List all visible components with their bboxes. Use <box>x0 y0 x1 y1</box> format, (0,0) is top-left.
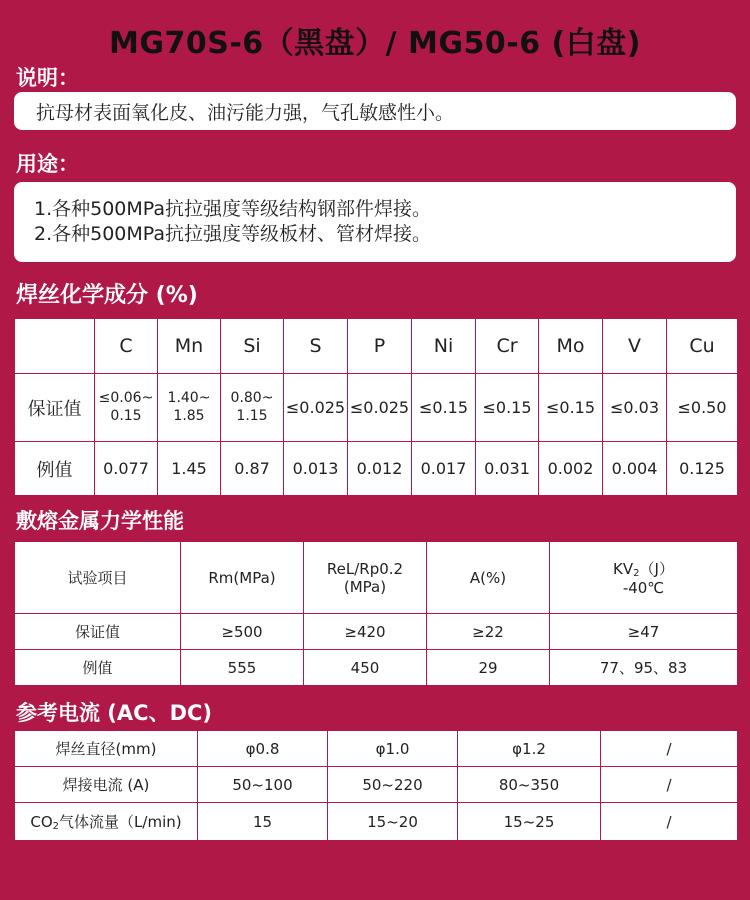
description-heading: 说明： <box>16 66 79 90</box>
mech-row-label: 保证值 <box>15 614 181 650</box>
chem-header-s: S <box>284 319 348 374</box>
ref-row-current <box>15 767 738 803</box>
mech-header-rel: ReL/Rp0.2 (MPa) <box>304 542 427 614</box>
chem-cell: 0.012 <box>348 442 412 496</box>
chem-cell: ≤0.15 <box>476 374 539 442</box>
usage-line-1: 1.各种500MPa抗拉强度等级结构钢部件焊接。 <box>34 198 432 220</box>
chem-header-v: V <box>603 319 667 374</box>
mech-header-kv: KV2（J） -40℃ <box>550 542 738 614</box>
chem-cell: 0.017 <box>412 442 476 496</box>
chem-row-label: 例值 <box>15 442 95 496</box>
mech-cell: 29 <box>427 650 550 686</box>
ref-cell: 50~220 <box>328 767 458 803</box>
ref-cell: 15 <box>198 803 328 841</box>
chem-cell: ≤0.025 <box>348 374 412 442</box>
ref-row-label: CO2气体流量（L/min) <box>15 803 198 841</box>
mech-cell: ≥47 <box>550 614 738 650</box>
chem-header-mo: Mo <box>539 319 603 374</box>
ref-row-diameter <box>15 731 738 767</box>
chemistry-table <box>14 318 738 496</box>
mech-cell: ≥420 <box>304 614 427 650</box>
chem-cell: ≤0.50 <box>667 374 738 442</box>
ref-cell: φ0.8 <box>198 731 328 767</box>
chemistry-header-row <box>15 319 738 374</box>
mech-cell: ≥500 <box>181 614 304 650</box>
chem-cell: ≤0.025 <box>284 374 348 442</box>
chem-cell: 0.80~ 1.15 <box>221 374 284 442</box>
ref-cell: 15~20 <box>328 803 458 841</box>
chem-header-p: P <box>348 319 412 374</box>
chem-cell: 0.125 <box>667 442 738 496</box>
ref-cell: φ1.2 <box>458 731 601 767</box>
mechanical-heading: 敷熔金属力学性能 <box>16 509 184 533</box>
chem-header-mn: Mn <box>158 319 221 374</box>
chem-row-typical <box>15 442 738 496</box>
mech-header-a: A(%) <box>427 542 550 614</box>
chem-header-ni: Ni <box>412 319 476 374</box>
mech-row-typical <box>15 650 738 686</box>
chem-cell: 0.87 <box>221 442 284 496</box>
chem-cell: 0.004 <box>603 442 667 496</box>
chem-header-si: Si <box>221 319 284 374</box>
description-box <box>14 92 736 130</box>
ref-cell: 15~25 <box>458 803 601 841</box>
mech-header-item: 试验项目 <box>15 542 181 614</box>
usage-box <box>14 182 736 262</box>
chem-cell: ≤0.15 <box>412 374 476 442</box>
page-title: MG70S-6（黑盘）/ MG50-6 (白盘) <box>109 26 641 61</box>
mech-row-guaranteed <box>15 614 738 650</box>
usage-heading: 用途： <box>16 152 79 176</box>
mechanical-table <box>14 541 738 686</box>
ref-cell: φ1.0 <box>328 731 458 767</box>
mech-header-rm: Rm(MPa) <box>181 542 304 614</box>
mech-cell: 450 <box>304 650 427 686</box>
mech-cell: 555 <box>181 650 304 686</box>
mechanical-header-row <box>15 542 738 614</box>
ref-cell: / <box>601 767 738 803</box>
description-text: 抗母材表面氧化皮、油污能力强，气孔敏感性小。 <box>36 102 455 124</box>
ref-cell: 50~100 <box>198 767 328 803</box>
mech-cell: 77、95、83 <box>550 650 738 686</box>
ref-cell: 80~350 <box>458 767 601 803</box>
chem-header-blank <box>15 319 95 374</box>
chem-row-label: 保证值 <box>15 374 95 442</box>
ref-cell: / <box>601 731 738 767</box>
mech-row-label: 例值 <box>15 650 181 686</box>
chem-header-cr: Cr <box>476 319 539 374</box>
mech-cell: ≥22 <box>427 614 550 650</box>
chem-cell: 0.031 <box>476 442 539 496</box>
reference-heading: 参考电流 (AC、DC) <box>16 701 213 725</box>
usage-line-2: 2.各种500MPa抗拉强度等级板材、管材焊接。 <box>34 223 432 245</box>
chem-cell: 0.013 <box>284 442 348 496</box>
chem-header-cu: Cu <box>667 319 738 374</box>
chem-cell: 0.077 <box>95 442 158 496</box>
chem-cell: 1.45 <box>158 442 221 496</box>
ref-row-gas-flow <box>15 803 738 841</box>
chem-cell: 0.002 <box>539 442 603 496</box>
chem-cell: ≤0.06~ 0.15 <box>95 374 158 442</box>
chem-header-c: C <box>95 319 158 374</box>
chem-cell: ≤0.03 <box>603 374 667 442</box>
ref-row-label: 焊丝直径(mm) <box>15 731 198 767</box>
reference-table <box>14 730 738 841</box>
ref-row-label: 焊接电流 (A) <box>15 767 198 803</box>
chem-cell: 1.40~ 1.85 <box>158 374 221 442</box>
chemistry-heading: 焊丝化学成分 (%) <box>16 283 198 308</box>
chem-row-guaranteed <box>15 374 738 442</box>
ref-cell: / <box>601 803 738 841</box>
chem-cell: ≤0.15 <box>539 374 603 442</box>
